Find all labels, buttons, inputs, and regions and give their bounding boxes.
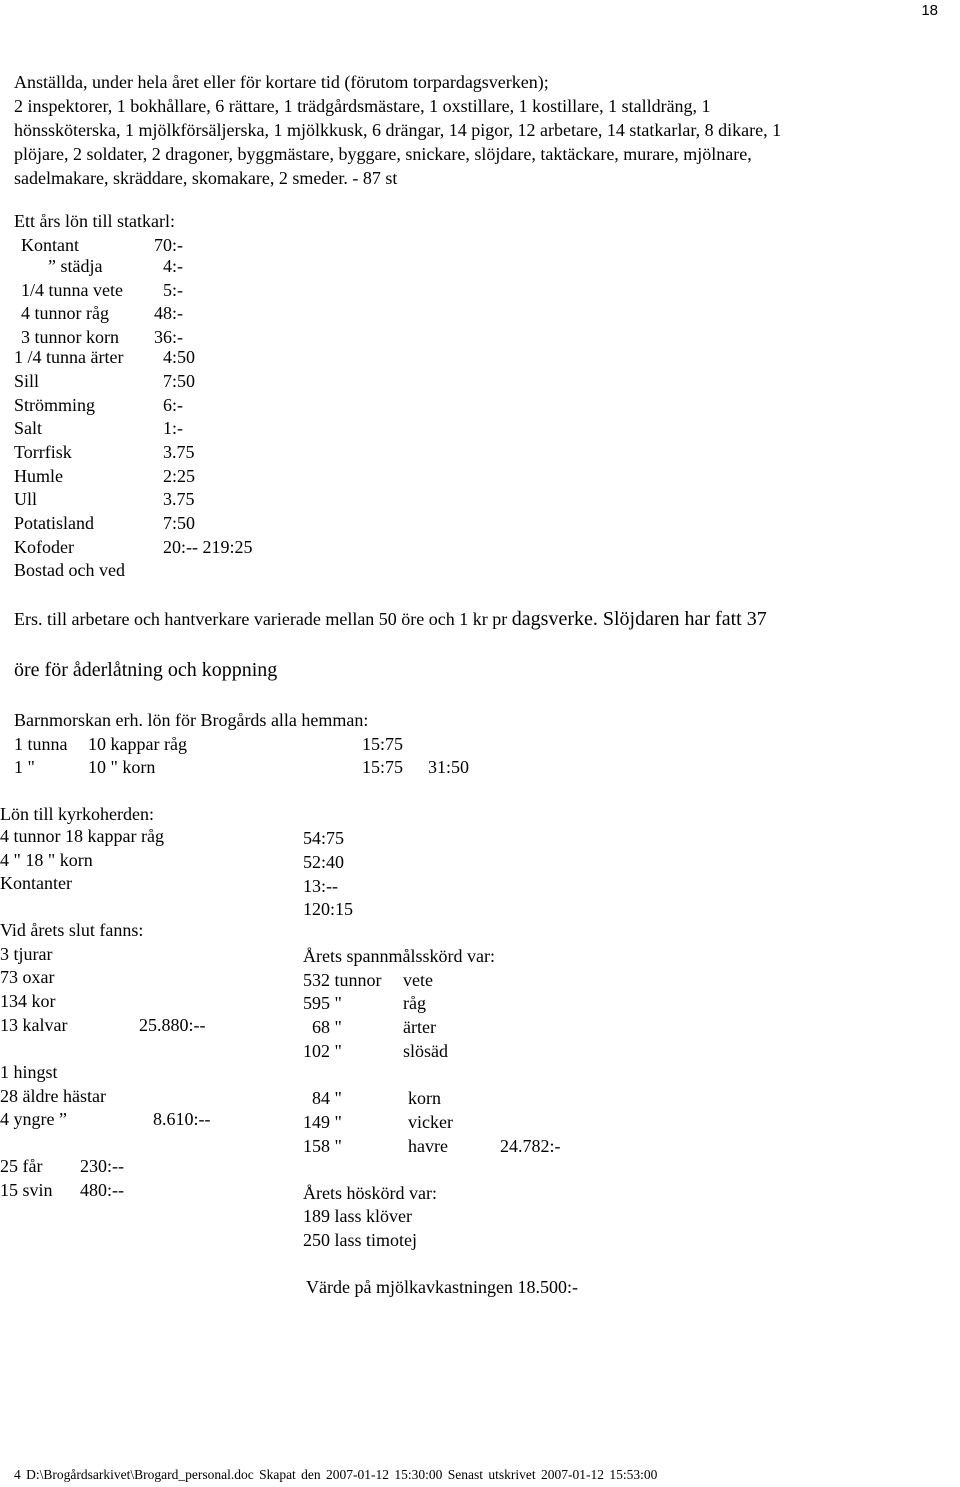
- statkarl-value: 3.75: [163, 489, 195, 509]
- statkarl-label: Ull: [14, 489, 38, 509]
- footer-page: 4: [14, 1467, 21, 1482]
- kyrkoherde-value: 54:75: [303, 828, 345, 848]
- kyrkoherde-heading: Lön till kyrkoherden:: [0, 804, 154, 824]
- ers-text: Ers. till arbetare och hantverkare varierade mellan 50 öre och 1 kr pr: [14, 609, 508, 629]
- statkarl-label: Potatisland: [14, 513, 94, 533]
- statkarl-value: 48:-: [154, 303, 183, 323]
- hoskord-heading: Årets höskörd var:: [303, 1183, 437, 1203]
- statkarl-label: 1 /4 tunna ärter: [14, 347, 124, 367]
- mjolk-value-line: Värde på mjölkavkastningen 18.500:-: [306, 1277, 578, 1297]
- spannmal-qty: 102 ": [303, 1041, 342, 1061]
- statkarl-label: Humle: [14, 466, 63, 486]
- spannmal-crop: ärter: [403, 1017, 436, 1037]
- kyrkoherde-label: 4 tunnor 18 kappar råg: [0, 826, 164, 846]
- djur-value: 25.880:--: [139, 1015, 206, 1035]
- kyrkoherde-value: 52:40: [303, 852, 345, 872]
- spannmal-heading: Årets spannmålsskörd var:: [303, 946, 495, 966]
- spannmal-crop: vicker: [408, 1112, 453, 1132]
- barnmorska-cell: 31:50: [428, 757, 470, 777]
- barnmorska-cell: 10 " korn: [88, 757, 156, 777]
- barnmorska-cell: 10 kappar råg: [88, 734, 187, 754]
- spannmal-value: 24.782:-: [500, 1136, 561, 1156]
- spannmal-qty: 149 ": [303, 1112, 342, 1132]
- djur-label: 25 får: [0, 1156, 43, 1176]
- spannmal-qty: 68 ": [312, 1017, 342, 1037]
- statkarl-label: 1/4 tunna vete: [21, 280, 123, 300]
- djur-heading: Vid årets slut fanns:: [0, 920, 144, 940]
- djur-value: 230:--: [80, 1156, 124, 1176]
- intro-line: plöjare, 2 soldater, 2 dragoner, byggmästare, byggare, snickare, slöjdare, taktäckare, murare, mjölnare,: [14, 144, 752, 164]
- statkarl-label: 3 tunnor korn: [21, 327, 119, 347]
- spannmal-crop: vete: [403, 970, 433, 990]
- statkarl-value: 6:-: [163, 395, 183, 415]
- statkarl-value: 20:-- 219:25: [163, 537, 253, 557]
- statkarl-label: Bostad och ved: [14, 560, 125, 580]
- page-number: 18: [921, 2, 938, 19]
- footer-printed: Senast utskrivet 2007-01-12 15:53:00: [447, 1467, 658, 1482]
- spannmal-crop: råg: [403, 993, 426, 1013]
- djur-value: 8.610:--: [153, 1109, 211, 1129]
- intro-paragraph: [14, 70, 781, 190]
- statkarl-value: 2:25: [163, 466, 196, 486]
- kyrkoherde-label: 4 " 18 " korn: [0, 850, 93, 870]
- djur-label: 3 tjurar: [0, 944, 53, 964]
- spannmal-qty: 84 ": [312, 1088, 342, 1108]
- djur-label: 13 kalvar: [0, 1015, 68, 1035]
- barnmorska-cell: 1 ": [14, 757, 35, 777]
- statkarl-value: 3.75: [163, 442, 195, 462]
- document-footer: [14, 1467, 657, 1483]
- ers-text: dagsverke. Slöjdaren har fatt 37: [511, 608, 767, 630]
- spannmal-qty: 595 ": [303, 993, 342, 1013]
- barnmorska-cell: 15:75: [362, 757, 404, 777]
- intro-line: 2 inspektorer, 1 bokhållare, 6 rättare, 1 trädgårdsmästare, 1 oxstillare, 1 kostillare, 1 stalldräng, 1: [14, 96, 711, 116]
- barnmorska-heading: Barnmorskan erh. lön för Brogårds alla hemman:: [14, 710, 369, 730]
- statkarl-value: 70:-: [154, 235, 183, 255]
- statkarl-label: Kontant: [21, 235, 79, 255]
- spannmal-crop: slösäd: [403, 1041, 448, 1061]
- spannmal-crop: havre: [408, 1136, 448, 1156]
- hoskord-row: 189 lass klöver: [303, 1206, 412, 1226]
- djur-label: 28 äldre hästar: [0, 1086, 106, 1106]
- intro-line: sadelmakare, skräddare, skomakare, 2 smeder. - 87 st: [14, 168, 398, 188]
- ers-line: öre för åderlåtning och koppning: [14, 659, 278, 681]
- djur-label: 1 hingst: [0, 1062, 58, 1082]
- intro-line: Anställda, under hela året eller för kortare tid (förutom torpardagsverken);: [14, 72, 549, 92]
- ers-line: [14, 608, 767, 631]
- barnmorska-cell: 15:75: [362, 734, 404, 754]
- statkarl-heading: Ett års lön till statkarl:: [14, 211, 175, 231]
- intro-line: hönssköterska, 1 mjölkförsäljerska, 1 mjölkkusk, 6 drängar, 14 pigor, 12 arbetare, 14 statkarlar, 8 dikare, 1: [14, 120, 782, 140]
- statkarl-label: Strömming: [14, 395, 96, 415]
- hoskord-row: 250 lass timotej: [303, 1230, 417, 1250]
- kyrkoherde-total: 120:15: [303, 899, 354, 919]
- spannmal-qty: 532 tunnor: [303, 970, 382, 990]
- djur-label: 15 svin: [0, 1180, 53, 1200]
- statkarl-value: 4:50: [163, 347, 196, 367]
- spannmal-qty: 158 ": [303, 1136, 342, 1156]
- kyrkoherde-value: 13:--: [303, 876, 338, 896]
- statkarl-value: 7:50: [163, 371, 196, 391]
- statkarl-value: 36:-: [154, 327, 183, 347]
- footer-created: Skapat den 2007-01-12 15:30:00: [259, 1467, 443, 1482]
- djur-value: 480:--: [80, 1180, 124, 1200]
- statkarl-label: Torrfisk: [14, 442, 72, 462]
- statkarl-value: 1:-: [163, 418, 183, 438]
- statkarl-value: 7:50: [163, 513, 196, 533]
- djur-label: 4 yngre ”: [0, 1109, 67, 1129]
- spannmal-crop: korn: [408, 1088, 441, 1108]
- statkarl-value: 5:-: [163, 280, 183, 300]
- statkarl-label: Salt: [14, 418, 43, 438]
- statkarl-label: Sill: [14, 371, 40, 391]
- footer-path: D:\Brogårdsarkivet\Brogard_personal.doc: [26, 1467, 254, 1482]
- statkarl-label: 4 tunnor råg: [21, 303, 109, 323]
- kyrkoherde-label: Kontanter: [0, 873, 72, 893]
- djur-label: 134 kor: [0, 991, 56, 1011]
- barnmorska-cell: 1 tunna: [14, 734, 68, 754]
- djur-label: 73 oxar: [0, 967, 55, 987]
- statkarl-value: 4:-: [163, 256, 183, 276]
- statkarl-label: ” städja: [48, 256, 103, 276]
- statkarl-label: Kofoder: [14, 537, 74, 557]
